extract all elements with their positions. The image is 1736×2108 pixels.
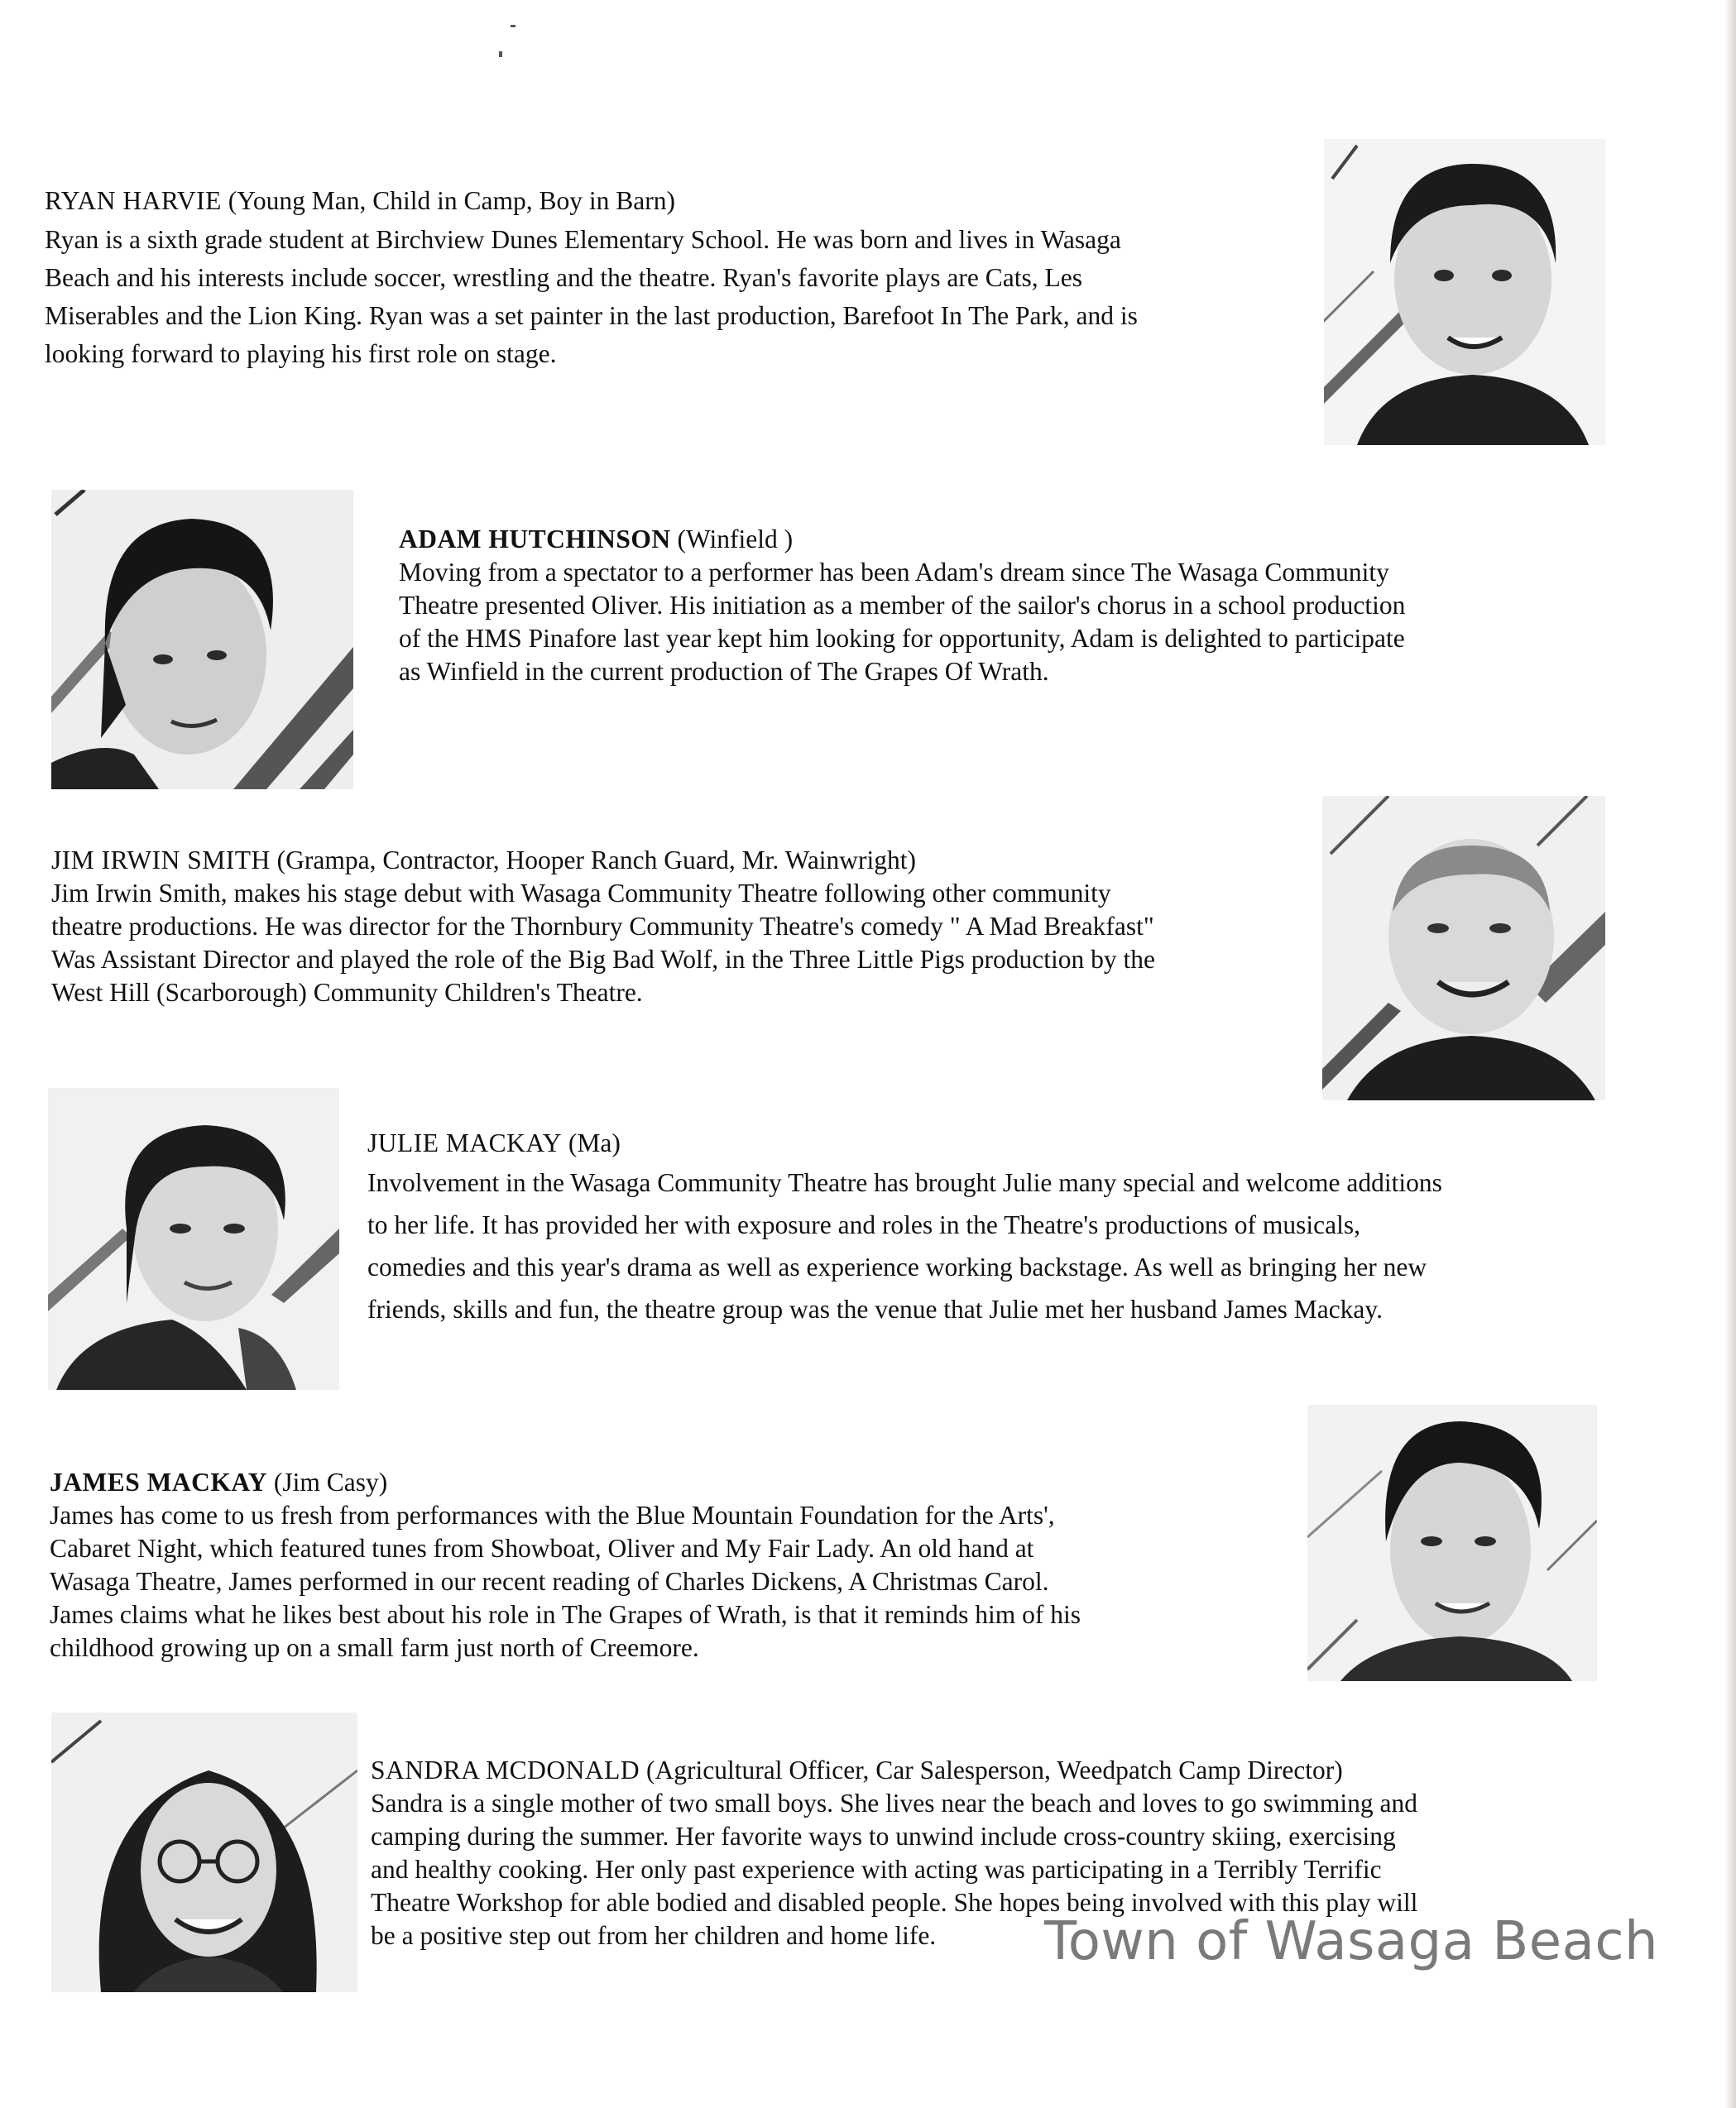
bio-header <box>51 844 1155 877</box>
portrait-photo-sandra-mcdonald <box>51 1713 357 1992</box>
scan-speck <box>499 51 502 57</box>
actor-roles: (Grampa, Contractor, Hooper Ranch Guard, Mr. Wainwright) <box>276 846 917 874</box>
portrait-photo-jim-irwin-smith <box>1322 796 1605 1100</box>
actor-name: RYAN HARVIE <box>45 186 222 215</box>
portrait-photo-james-mackay <box>1307 1405 1597 1681</box>
bio-header <box>371 1754 1417 1787</box>
bio-header <box>367 1127 1442 1160</box>
actor-roles: (Young Man, Child in Camp, Boy in Barn) <box>228 186 675 215</box>
page-edge <box>1724 0 1736 2108</box>
bio-text: Involvement in the Wasaga Community Theatre has brought Julie many special and welcome additions to her life. It has provided her with exposure and roles in the Theatre's productions of musicals, comedies and this year's drama as well as experience working backstage. As well as bringing her new friends, skills and fun, the theatre group was the venue that Julie met her husband James Mackay. <box>367 1168 1442 1324</box>
bio-text: Ryan is a sixth grade student at Birchview Dunes Elementary School. He was born and lives in Wasaga Beach and his interests include soccer, wrestling and the theatre. Ryan's favorite plays are Cats, Les Miserables and the Lion King. Ryan was a set painter in the last production, Barefoot In The Park, and is looking forward to playing his first role on stage. <box>45 225 1138 368</box>
actor-name: JULIE MACKAY <box>367 1128 562 1157</box>
actor-name: ADAM HUTCHINSON <box>399 525 671 553</box>
bio-ryan-harvie <box>45 184 1138 373</box>
bio-header <box>399 523 1405 556</box>
actor-name: JIM IRWIN SMITH <box>51 846 271 874</box>
bio-text: James has come to us fresh from performances with the Blue Mountain Foundation for the Arts', Cabaret Night, which featured tunes from Showboat, Oliver and My Fair Lady. An old hand at Wasaga Theatre, James performed in our recent reading of Charles Dickens, A Christmas Carol. James claims what he likes best about his role in The Grapes of Wrath, is that it reminds him of his childhood growing up on a small farm just north of Creemore. <box>50 1501 1081 1662</box>
bio-header <box>45 184 1138 218</box>
bio-jim-irwin-smith <box>51 844 1155 1009</box>
portrait-photo-ryan-harvie <box>1324 139 1605 445</box>
portrait-photo-adam-hutchinson <box>51 490 353 789</box>
actor-roles: (Winfield ) <box>677 525 794 553</box>
bio-text: Moving from a spectator to a performer has been Adam's dream since The Wasaga Community Theatre presented Oliver. His initiation as a member of the sailor's chorus in a school production of the HMS Pinafore last year kept him looking for opportunity, Adam is delighted to participate as Winfield in the current production of The Grapes Of Wrath. <box>399 558 1406 686</box>
watermark: Town of Wasaga Beach <box>1044 1911 1659 1972</box>
bio-adam-hutchinson <box>399 523 1405 688</box>
actor-name: JAMES MACKAY <box>50 1468 267 1497</box>
actor-name: SANDRA MCDONALD <box>371 1756 640 1785</box>
bio-text: Jim Irwin Smith, makes his stage debut with Wasaga Community Theatre following other community theatre productions. He was director for the Thornbury Community Theatre's comedy " A Mad Breakfast" Was Assistant Director and played the role of the Big Bad Wolf, in the Three Little Pigs production by the West Hill (Scarborough) Community Children's Theatre. <box>51 879 1155 1007</box>
actor-roles: (Agricultural Officer, Car Salesperson, Weedpatch Camp Director) <box>646 1756 1343 1785</box>
actor-roles: (Jim Casy) <box>273 1468 388 1497</box>
portrait-photo-julie-mackay <box>48 1088 339 1390</box>
bio-james-mackay <box>50 1466 1081 1665</box>
bio-header <box>50 1466 1081 1499</box>
actor-roles: (Ma) <box>568 1128 621 1157</box>
scan-speck <box>511 25 516 27</box>
bio-text: Sandra is a single mother of two small boys. She lives near the beach and loves to go swimming and camping during the summer. Her favorite ways to unwind include cross-country skiing, exercising and healthy cooking. Her only past experience with acting was participating in a Terribly Terrific Theatre Workshop for able bodied and disabled people. She hopes being involved with this play will be a positive step out from her children and home life. <box>371 1789 1418 1950</box>
bio-julie-mackay <box>367 1127 1442 1330</box>
